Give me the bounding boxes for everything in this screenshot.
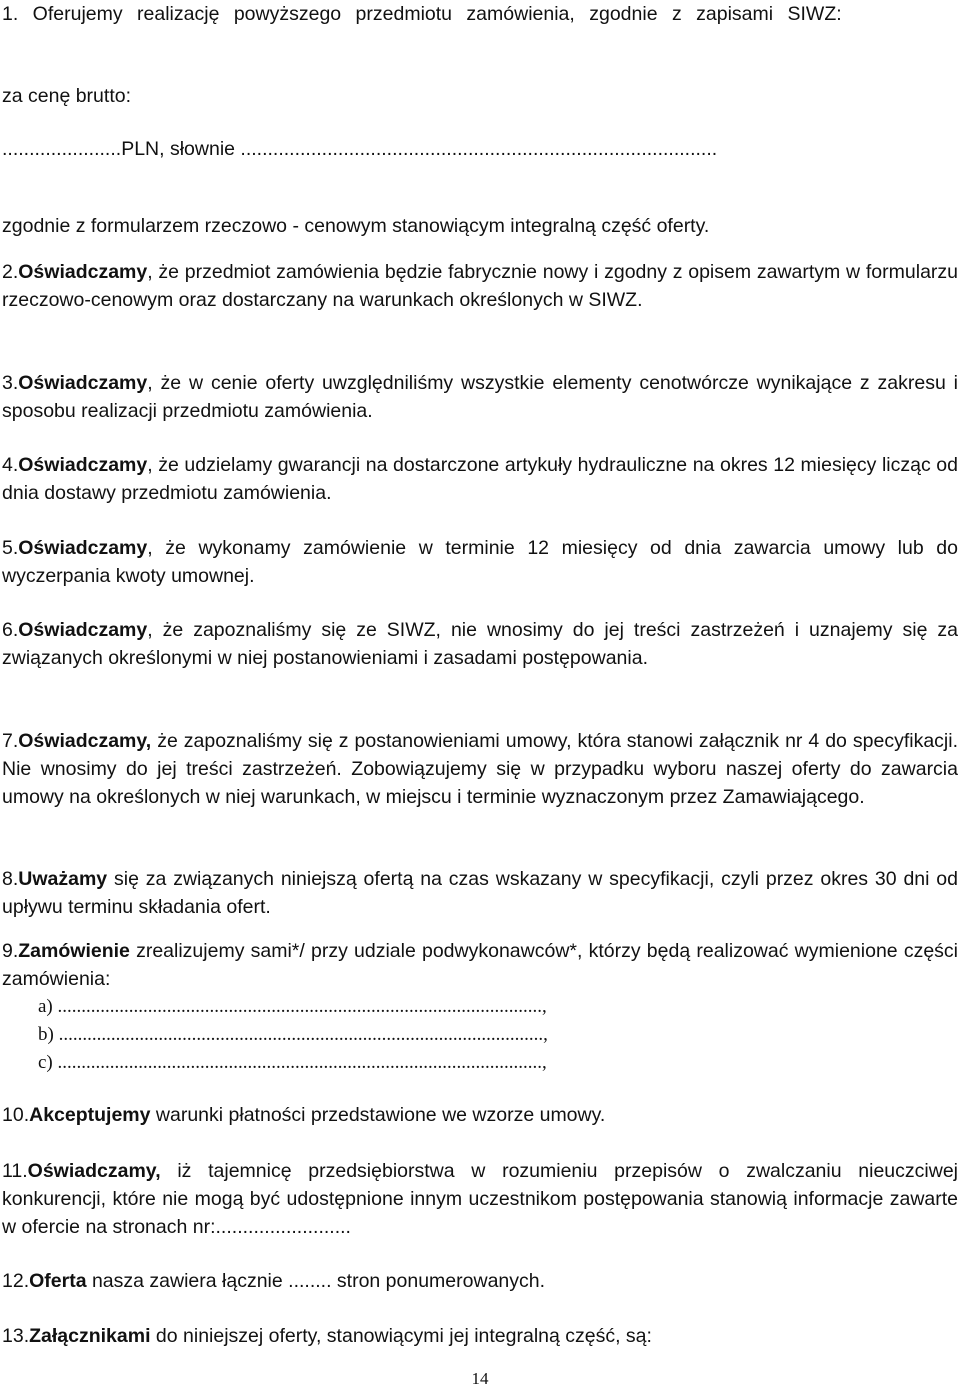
section-7 <box>2 727 958 811</box>
form-line: zgodnie z formularzem rzeczowo - cenowym stanowiącym integralną część oferty. <box>2 215 710 237</box>
section-6-text: , że zapoznaliśmy się ze SIWZ, nie wnosimy do jej treści zastrzeżeń i uznajemy się za związanych określonymi w niej postanowieniami i zasadami postępowania. <box>2 619 958 669</box>
section-9-paragraph <box>2 937 958 993</box>
section-2 <box>2 258 958 314</box>
section-6-paragraph <box>2 616 958 672</box>
section-3 <box>2 369 958 425</box>
section-11-lead: Oświadczamy, <box>27 1160 161 1182</box>
section-13 <box>2 1322 958 1350</box>
section-12-number: 12. <box>2 1270 30 1292</box>
section-5-text: , że wykonamy zamówienie w terminie 12 miesięcy od dnia zawarcia umowy lub do wyczerpania kwoty umownej. <box>2 537 958 587</box>
section-8-lead: Uważamy <box>18 868 108 890</box>
section-7-lead: Oświadczamy, <box>18 730 152 752</box>
section-1-intro <box>2 0 958 28</box>
section-10-number: 10. <box>2 1104 30 1126</box>
section-13-text: do niniejszej oferty, stanowiącymi jej integralną część, są: <box>150 1325 652 1347</box>
section-4 <box>2 451 958 507</box>
list-item: b) ......................................................................................................, <box>38 1024 548 1045</box>
price-label: za cenę brutto: <box>2 85 131 107</box>
section-8-paragraph <box>2 865 958 921</box>
section-11-paragraph <box>2 1157 958 1241</box>
section-11-number: 11. <box>2 1160 28 1182</box>
section-11-text: iż tajemnicę przedsiębiorstwa w rozumieniu przepisów o zwalczaniu nieuczciwej konkurencji, które nie mogą być udostępnione innym uczestnikom postępowania stanowią informacje zawarte w ofercie na stronach nr:......................... <box>2 1160 958 1238</box>
section-9-lead: Zamówienie <box>18 940 130 962</box>
section-5-number: 5. <box>2 537 19 559</box>
section-2-number: 2. <box>2 261 19 283</box>
section-5-paragraph <box>2 534 958 590</box>
section-13-number: 13. <box>2 1325 30 1347</box>
section-13-paragraph <box>2 1322 958 1350</box>
section-1-text: Oferujemy realizację powyższego przedmiotu zamówienia, zgodnie z zapisami SIWZ: <box>18 3 842 25</box>
section-11 <box>2 1157 958 1241</box>
section-10 <box>2 1101 958 1129</box>
section-3-text: , że w cenie oferty uwzględniliśmy wszystkie elementy cenotwórcze wynikające z zakresu i sposobu realizacji przedmiotu zamówienia. <box>2 372 958 422</box>
section-4-paragraph <box>2 451 958 507</box>
section-3-lead: Oświadczamy <box>18 372 148 394</box>
section-13-lead: Załącznikami <box>29 1325 151 1347</box>
section-8-number: 8. <box>2 868 19 890</box>
section-7-paragraph <box>2 727 958 811</box>
section-1-number: 1. <box>2 3 19 25</box>
section-12-lead: Oferta <box>29 1270 87 1292</box>
section-7-text: że zapoznaliśmy się z postanowieniami umowy, która stanowi załącznik nr 4 do specyfikacji. Nie wnosimy do jej treści zastrzeżeń. Zobowiązujemy się w przypadku wyboru naszej oferty do zawarcia umowy na określonych w niej warunkach, w miejscu i terminie wyznaczonym przez Zamawiającego. <box>2 730 958 808</box>
section-3-paragraph <box>2 369 958 425</box>
section-6 <box>2 616 958 672</box>
section-5 <box>2 534 958 590</box>
section-1 <box>2 0 958 237</box>
section-4-number: 4. <box>2 454 19 476</box>
section-4-lead: Oświadczamy <box>18 454 148 476</box>
section-2-text: , że przedmiot zamówienia będzie fabrycznie nowy i zgodny z opisem zawartym w formularzu rzeczowo-cenowym oraz dostarczany na warunkach określonych w SIWZ. <box>2 261 958 311</box>
section-10-text: warunki płatności przedstawione we wzorze umowy. <box>150 1104 606 1126</box>
section-2-paragraph <box>2 258 958 314</box>
section-10-lead: Akceptujemy <box>29 1104 151 1126</box>
section-9 <box>2 937 958 1077</box>
section-8 <box>2 865 958 921</box>
section-7-number: 7. <box>2 730 19 752</box>
page-number: 14 <box>471 1369 489 1388</box>
list-item: a) ......................................................................................................, <box>38 996 547 1017</box>
section-3-number: 3. <box>2 372 19 394</box>
list-item: c) ......................................................................................................, <box>38 1052 547 1073</box>
section-5-lead: Oświadczamy <box>18 537 148 559</box>
price-line: ......................PLN, słownie ........................................................................................ <box>2 138 718 160</box>
section-9-text: zrealizujemy sami*/ przy udziale podwykonawców*, którzy będą realizować wymienione części zamówienia: <box>2 940 958 990</box>
section-6-lead: Oświadczamy <box>18 619 148 641</box>
section-12-paragraph <box>2 1267 958 1295</box>
section-6-number: 6. <box>2 619 19 641</box>
subcontractor-list <box>2 993 958 1077</box>
section-12-text: nasza zawiera łącznie ........ stron ponumerowanych. <box>86 1270 546 1292</box>
section-2-lead: Oświadczamy <box>18 261 148 283</box>
section-12 <box>2 1267 958 1295</box>
section-4-text: , że udzielamy gwarancji na dostarczone artykuły hydrauliczne na okres 12 miesięcy licząc od dnia dostawy przedmiotu zamówienia. <box>2 454 958 504</box>
section-9-number: 9. <box>2 940 19 962</box>
section-8-text: się za związanych niniejszą ofertą na czas wskazany w specyfikacji, czyli przez okres 30 dni od upływu terminu składania ofert. <box>2 868 958 918</box>
section-10-paragraph <box>2 1101 958 1129</box>
